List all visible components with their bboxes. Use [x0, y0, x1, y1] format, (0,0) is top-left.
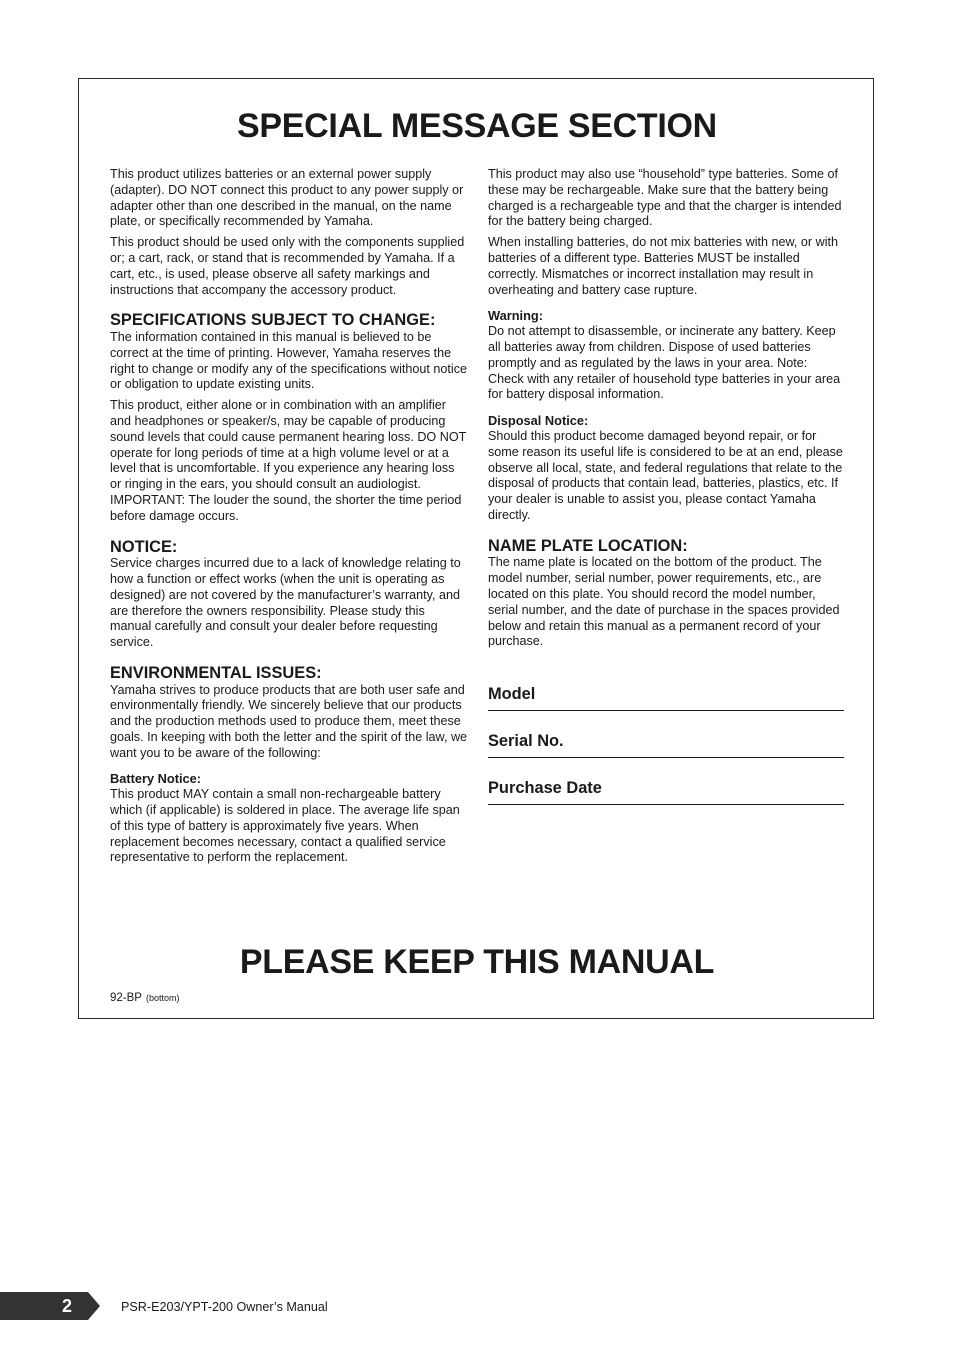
model-field: Model [488, 684, 844, 711]
household-paragraph-2: When installing batteries, do not mix batteries with new, or with batteries of a different type. Batteries MUST be installed correctly. Mismatches or incorrect installation may result in overheating and battery case rupture. [488, 235, 838, 297]
environmental-heading: ENVIRONMENTAL ISSUES: [110, 663, 322, 682]
left-column [110, 167, 468, 871]
battery-notice-heading: Battery Notice: [110, 771, 202, 787]
battery-notice-paragraph: This product MAY contain a small non-rechargeable battery which (if applicable) is soldered in place. The average life span of this type of battery is approximately five years. When replacement becomes necessary, contact a qualified service representative to perform the replacement. [110, 787, 460, 865]
page-number: 2 [61, 1296, 72, 1316]
serial-number-field: Serial No. [488, 731, 844, 758]
page-title: SPECIAL MESSAGE SECTION [237, 107, 717, 145]
name-plate-paragraph: The name plate is located on the bottom of the product. The model number, serial number, power requirements, etc., are located on this plate. You should record the model number, serial number, and the date of purchase in the spaces provided below and retain this manual as a permanent record of your purchase. [488, 555, 840, 649]
intro-paragraph-1: This product utilizes batteries or an external power supply (adapter). DO NOT connect this product to any power supply or adapter other than one described in the manual, on the name plate, or specifically recommended by Yamaha. [110, 167, 464, 229]
purchase-date-field: Purchase Date [488, 778, 844, 805]
environmental-paragraph: Yamaha strives to produce products that are both user safe and environmentally friendly. We sincerely believe that our products and the production methods used to produce them, meet these goals. In keeping with both the letter and the spirit of the law, we want you to be aware of the following: [110, 682, 468, 760]
specs-paragraph-1: The information contained in this manual is believed to be correct at the time of printing. However, Yamaha reserves the right to change or modify any of the specifications without notice or obligation to update existing units. [110, 329, 468, 392]
record-fields [488, 684, 844, 805]
name-plate-heading: NAME PLATE LOCATION: [488, 536, 688, 555]
right-column [488, 167, 844, 655]
specs-important: IMPORTANT: The louder the sound, the shorter the time period before damage occurs. [110, 492, 462, 523]
keep-manual-title: PLEASE KEEP THIS MANUAL [239, 943, 715, 981]
notice-paragraph: Service charges incurred due to a lack of knowledge relating to how a function or effect works (when the unit is operating as designed) are not covered by the manufacturer’s warranty, and are therefore the owners responsibility. Please study this manual carefully and consult your dealer before requesting service. [110, 556, 461, 650]
document-code-sub: (bottom) [145, 993, 180, 1003]
specs-paragraph-2: This product, either alone or in combination with an amplifier and headphones or speaker/s, may be capable of producing sound levels that could cause permanent hearing loss. DO NOT operate for long periods of time at a high volume level or at a level that is uncomfortable. If you experience any hearing loss or ringing in the ears, you should consult an audiologist. [110, 398, 467, 492]
household-paragraph-1: This product may also use “household” type batteries. Some of these may be rechargeable. Make sure that the battery being charged is a rechargeable type and that the charger is intended for the battery being charged. [488, 167, 842, 229]
specs-heading: SPECIFICATIONS SUBJECT TO CHANGE: [110, 311, 436, 330]
page-tab-shape [0, 1292, 100, 1320]
page-number-tab [0, 1292, 100, 1320]
warning-heading: Warning: [488, 308, 543, 324]
disposal-notice-paragraph: Should this product become damaged beyond repair, or for some reason its useful life is considered to be at an end, please observe all local, state, and federal regulations that relate to the disposal of products that contain lead, batteries, plastics, etc. If your dealer is unable to assist you, please contact Yamaha directly. [488, 428, 843, 522]
warning-paragraph: Do not attempt to disassemble, or incinerate any battery. Keep all batteries away from children. Dispose of used batteries promptly and as regulated by the laws in your area. Note: Check with any retailer of household type batteries in your area for battery disposal information. [488, 324, 841, 402]
disposal-notice-heading: Disposal Notice: [488, 413, 589, 429]
intro-paragraph-2: This product should be used only with the components supplied or; a cart, rack, or stand that is recommended by Yamaha. If a cart, etc., is used, please observe all safety markings and instructions that accompany the accessory product. [110, 235, 465, 297]
document-code [110, 992, 179, 1004]
footer-manual-title: PSR-E203/YPT-200 Owner’s Manual [121, 1300, 328, 1314]
notice-heading: NOTICE: [110, 537, 178, 556]
document-code-main: 92-BP [110, 992, 142, 1004]
